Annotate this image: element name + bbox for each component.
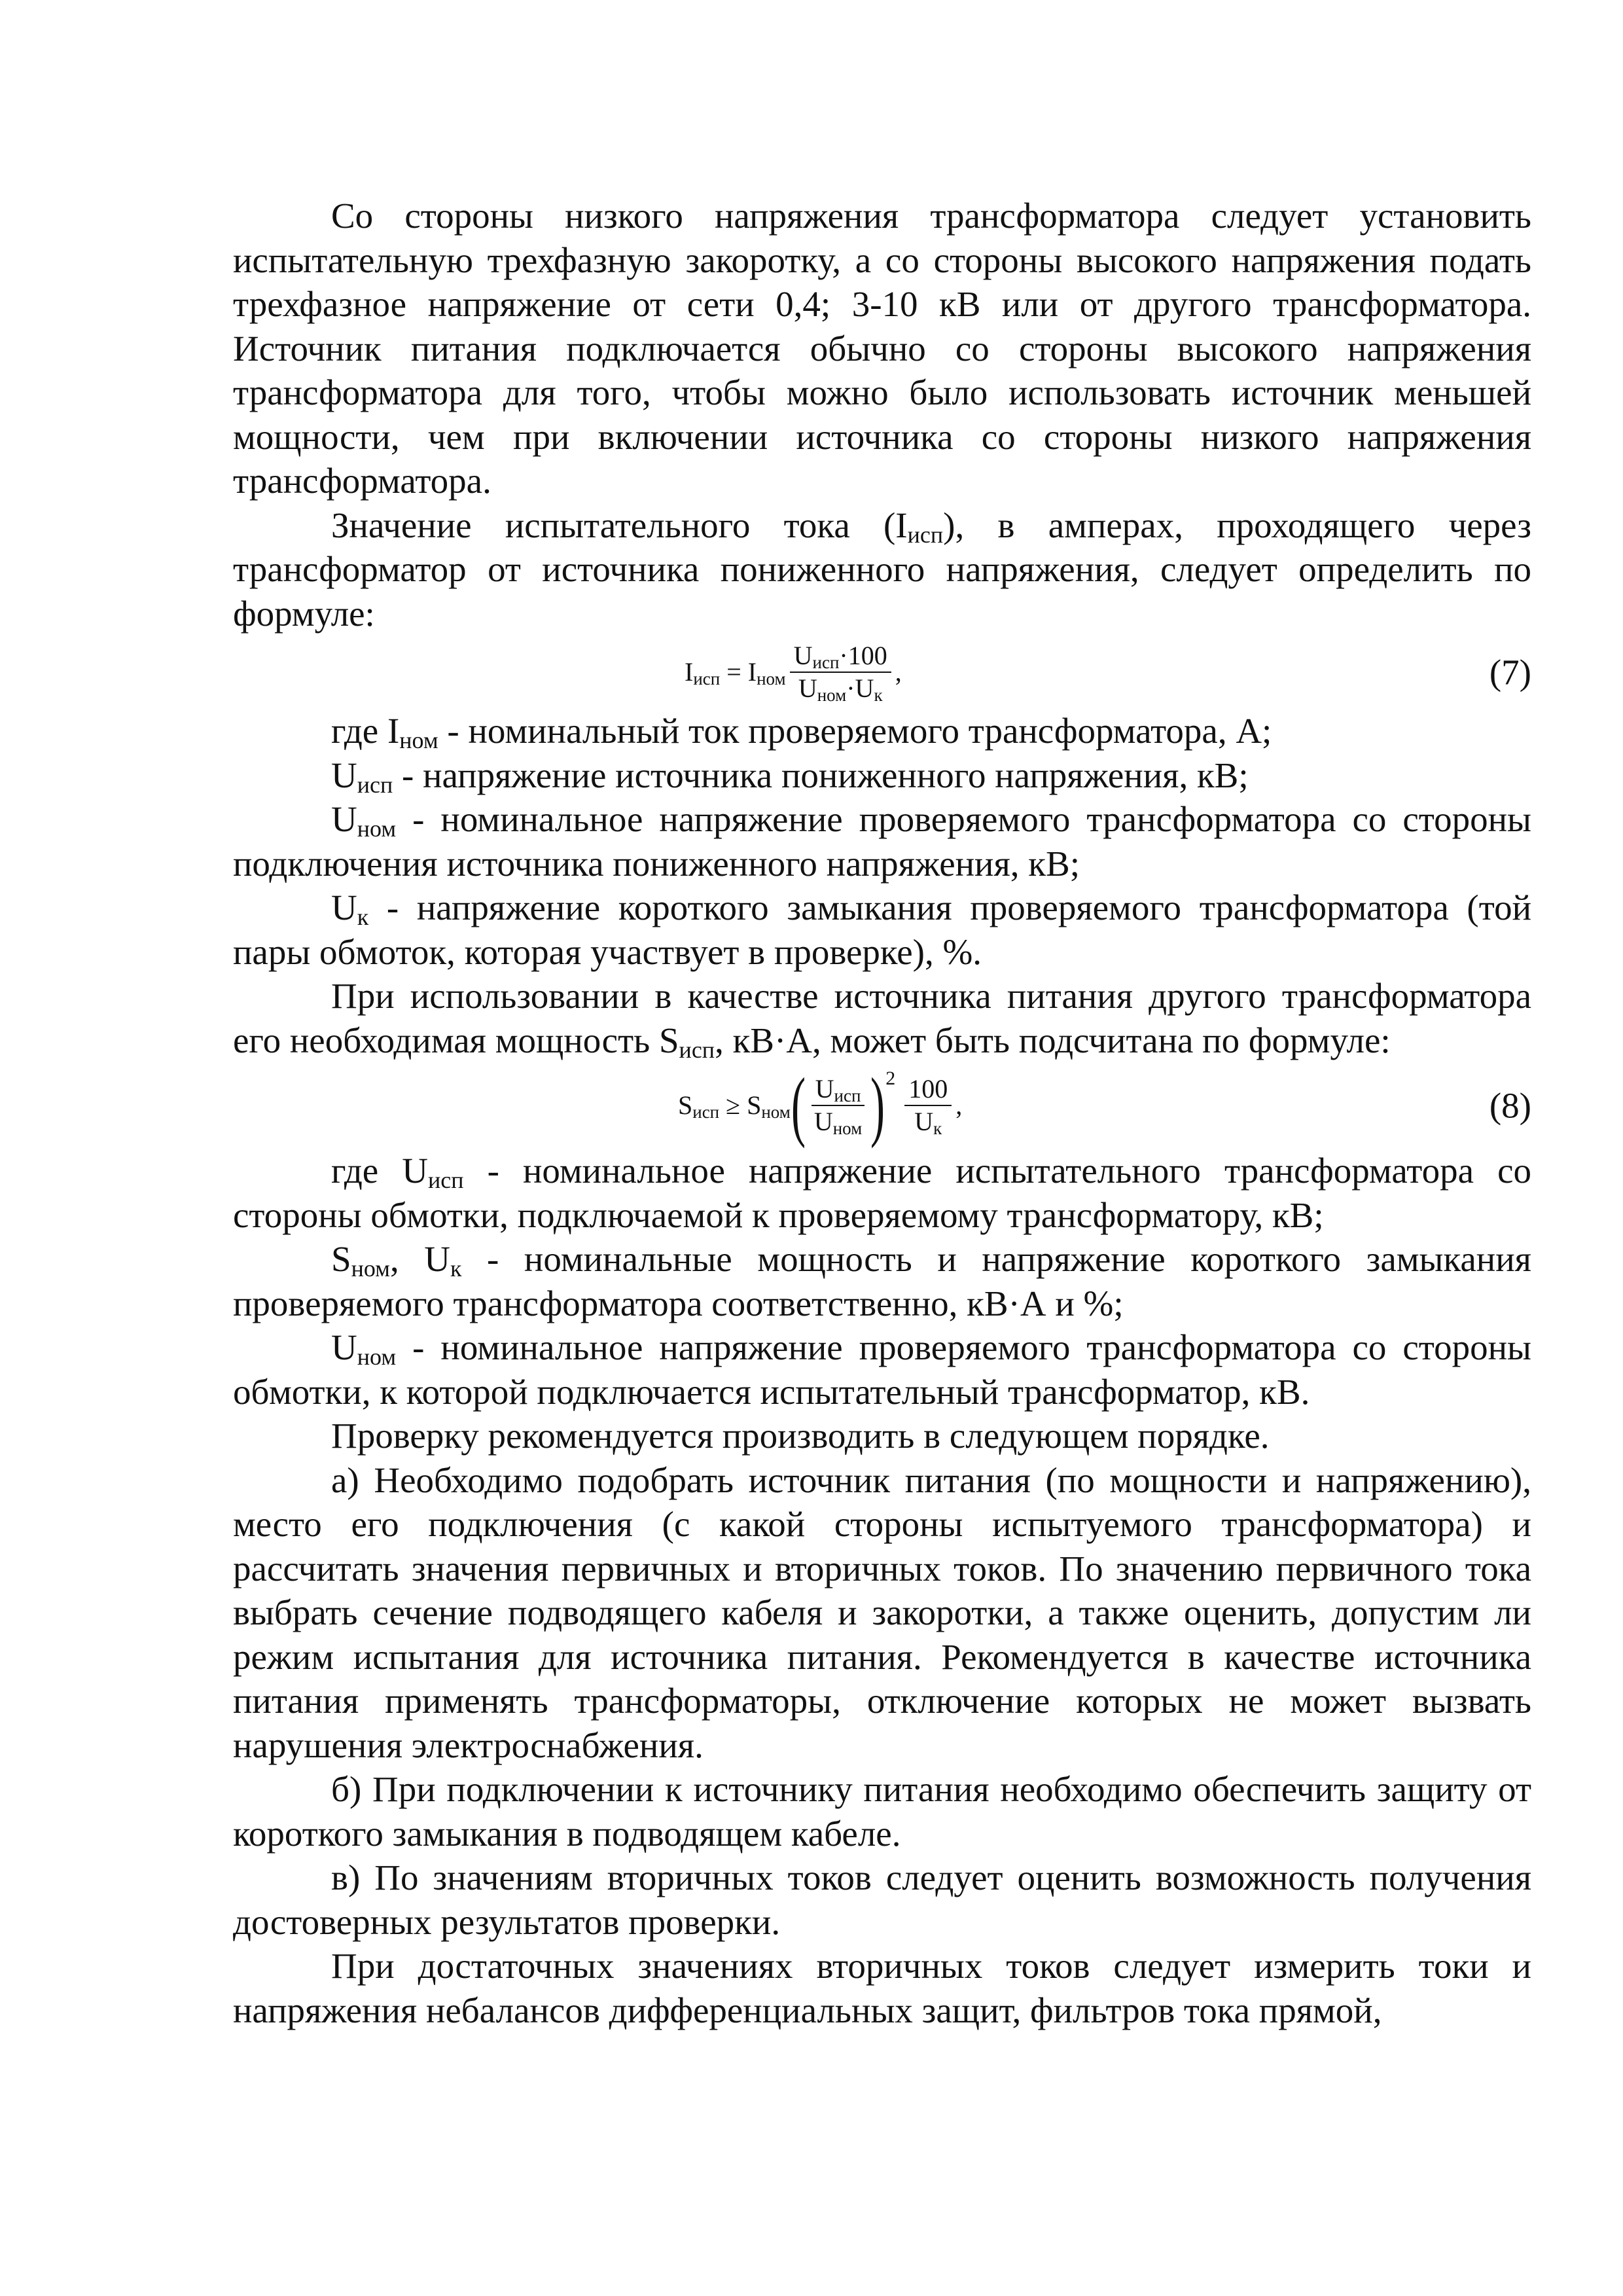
- where-item-3: $U_{ном}$ - номинальное напряжение проверяемого трансформатора со стороны подключения источника пониженного напряжения, кВ;: [233, 799, 1531, 884]
- where-item-4: $U_к$ - напряжение короткого замыкания проверяемого трансформатора (той пары обмоток, которая участвует в проверке), %.: [233, 888, 1531, 972]
- formula-7-fraction: $\frac{U_{исп}\cdot 100}{U_{ном}\cdot U_к}$: [790, 643, 891, 702]
- formula-8-fraction: $\frac{100}{U_к}$: [904, 1076, 952, 1135]
- step-c: в) По значениям вторичных токов следует оценить возможность получения достоверных результатов проверки.: [233, 1857, 1531, 1942]
- formula-8: [233, 1062, 1531, 1149]
- document-body: [233, 194, 1531, 2032]
- step-b: б) При подключении к источнику питания необходимо обеспечить защиту от короткого замыкания в подводящем кабеле.: [233, 1769, 1531, 1854]
- where-item-1: где $I_{ном}$ - номинальный ток проверяемого трансформатора, А;: [331, 711, 1272, 753]
- where-item-7: $U_{ном}$ - номинальное напряжение проверяемого трансформатора со стороны обмотки, к которой подключается испытательный трансформатор, кВ.: [233, 1327, 1531, 1412]
- formula-8-inner-fraction: $\frac{U_{исп}}{U_{ном}}$: [810, 1076, 866, 1135]
- where-item-2: $U_{исп}$ - напряжение источника пониженного напряжения, кВ;: [331, 755, 1249, 798]
- paragraph-4: Проверку рекомендуется производить в следующем порядке.: [331, 1416, 1270, 1456]
- step-a: а) Необходимо подобрать источник питания (по мощности и напряжению), место его подключения (с какой стороны испытуемого трансформатора) и рассчитать значения первичных и вторичных токов. По значению первичного тока выбрать сечение подводящего кабеля и закоротки, а также оценить, допустим ли режим испытания для источника питания. Рекомендуется в качестве источника питания применять трансформаторы, отключение которых не может вызвать нарушения электроснабжения.: [233, 1460, 1531, 1765]
- formula-8-expression: $S_{исп}$ ≥ $S_{ном}$ ( $\frac{U_{исп}}{U_{ном}}$ ) 2 $\frac{100}{U_к}$ ,: [678, 1062, 963, 1149]
- paragraph-3: При использовании в качестве источника питания другого трансформатора его необходимая мощность $S_{исп}$, кВ·А, может быть подсчитана по формуле:: [233, 976, 1531, 1063]
- formula-7: [233, 639, 1531, 705]
- paragraph-5: При достаточных значениях вторичных токов следует измерить токи и напряжения небалансов дифференциальных защит, фильтров тока прямой,: [233, 1946, 1531, 2030]
- formula-7-number: (7): [1489, 652, 1531, 692]
- paragraph-1: Со стороны низкого напряжения трансформатора следует установить испытательную трехфазную закоротку, а со стороны высокого напряжения подать трехфазное напряжение от сети 0,4; 3-10 кВ или от другого трансформатора. Источник питания подключается обычно со стороны высокого напряжения трансформатора для того, чтобы можно было использовать источник меньшей мощности, чем при включении источника со стороны низкого напряжения трансформатора.: [233, 196, 1531, 501]
- formula-8-number: (8): [1489, 1085, 1531, 1126]
- where-item-6: $S_{ном}$, $U_к$ - номинальные мощность и напряжение короткого замыкания проверяемого трансформатора соответственно, кВ·А и %;: [233, 1239, 1531, 1323]
- formula-7-expression: $I_{исп}$ = $I_{ном}$ $\frac{U_{исп}\cdot 100}{U_{ном}\cdot U_к}$ ,: [685, 641, 902, 705]
- paragraph-2: Значение испытательного тока $(I_{исп})$, в амперах, проходящего через трансформатор от источника пониженного напряжения, следует определить по формуле:: [233, 505, 1531, 634]
- where-item-5: где $U_{исп}$ - номинальное напряжение испытательного трансформатора со стороны обмотки, подключаемой к проверяемому трансформатору, кВ;: [233, 1151, 1531, 1235]
